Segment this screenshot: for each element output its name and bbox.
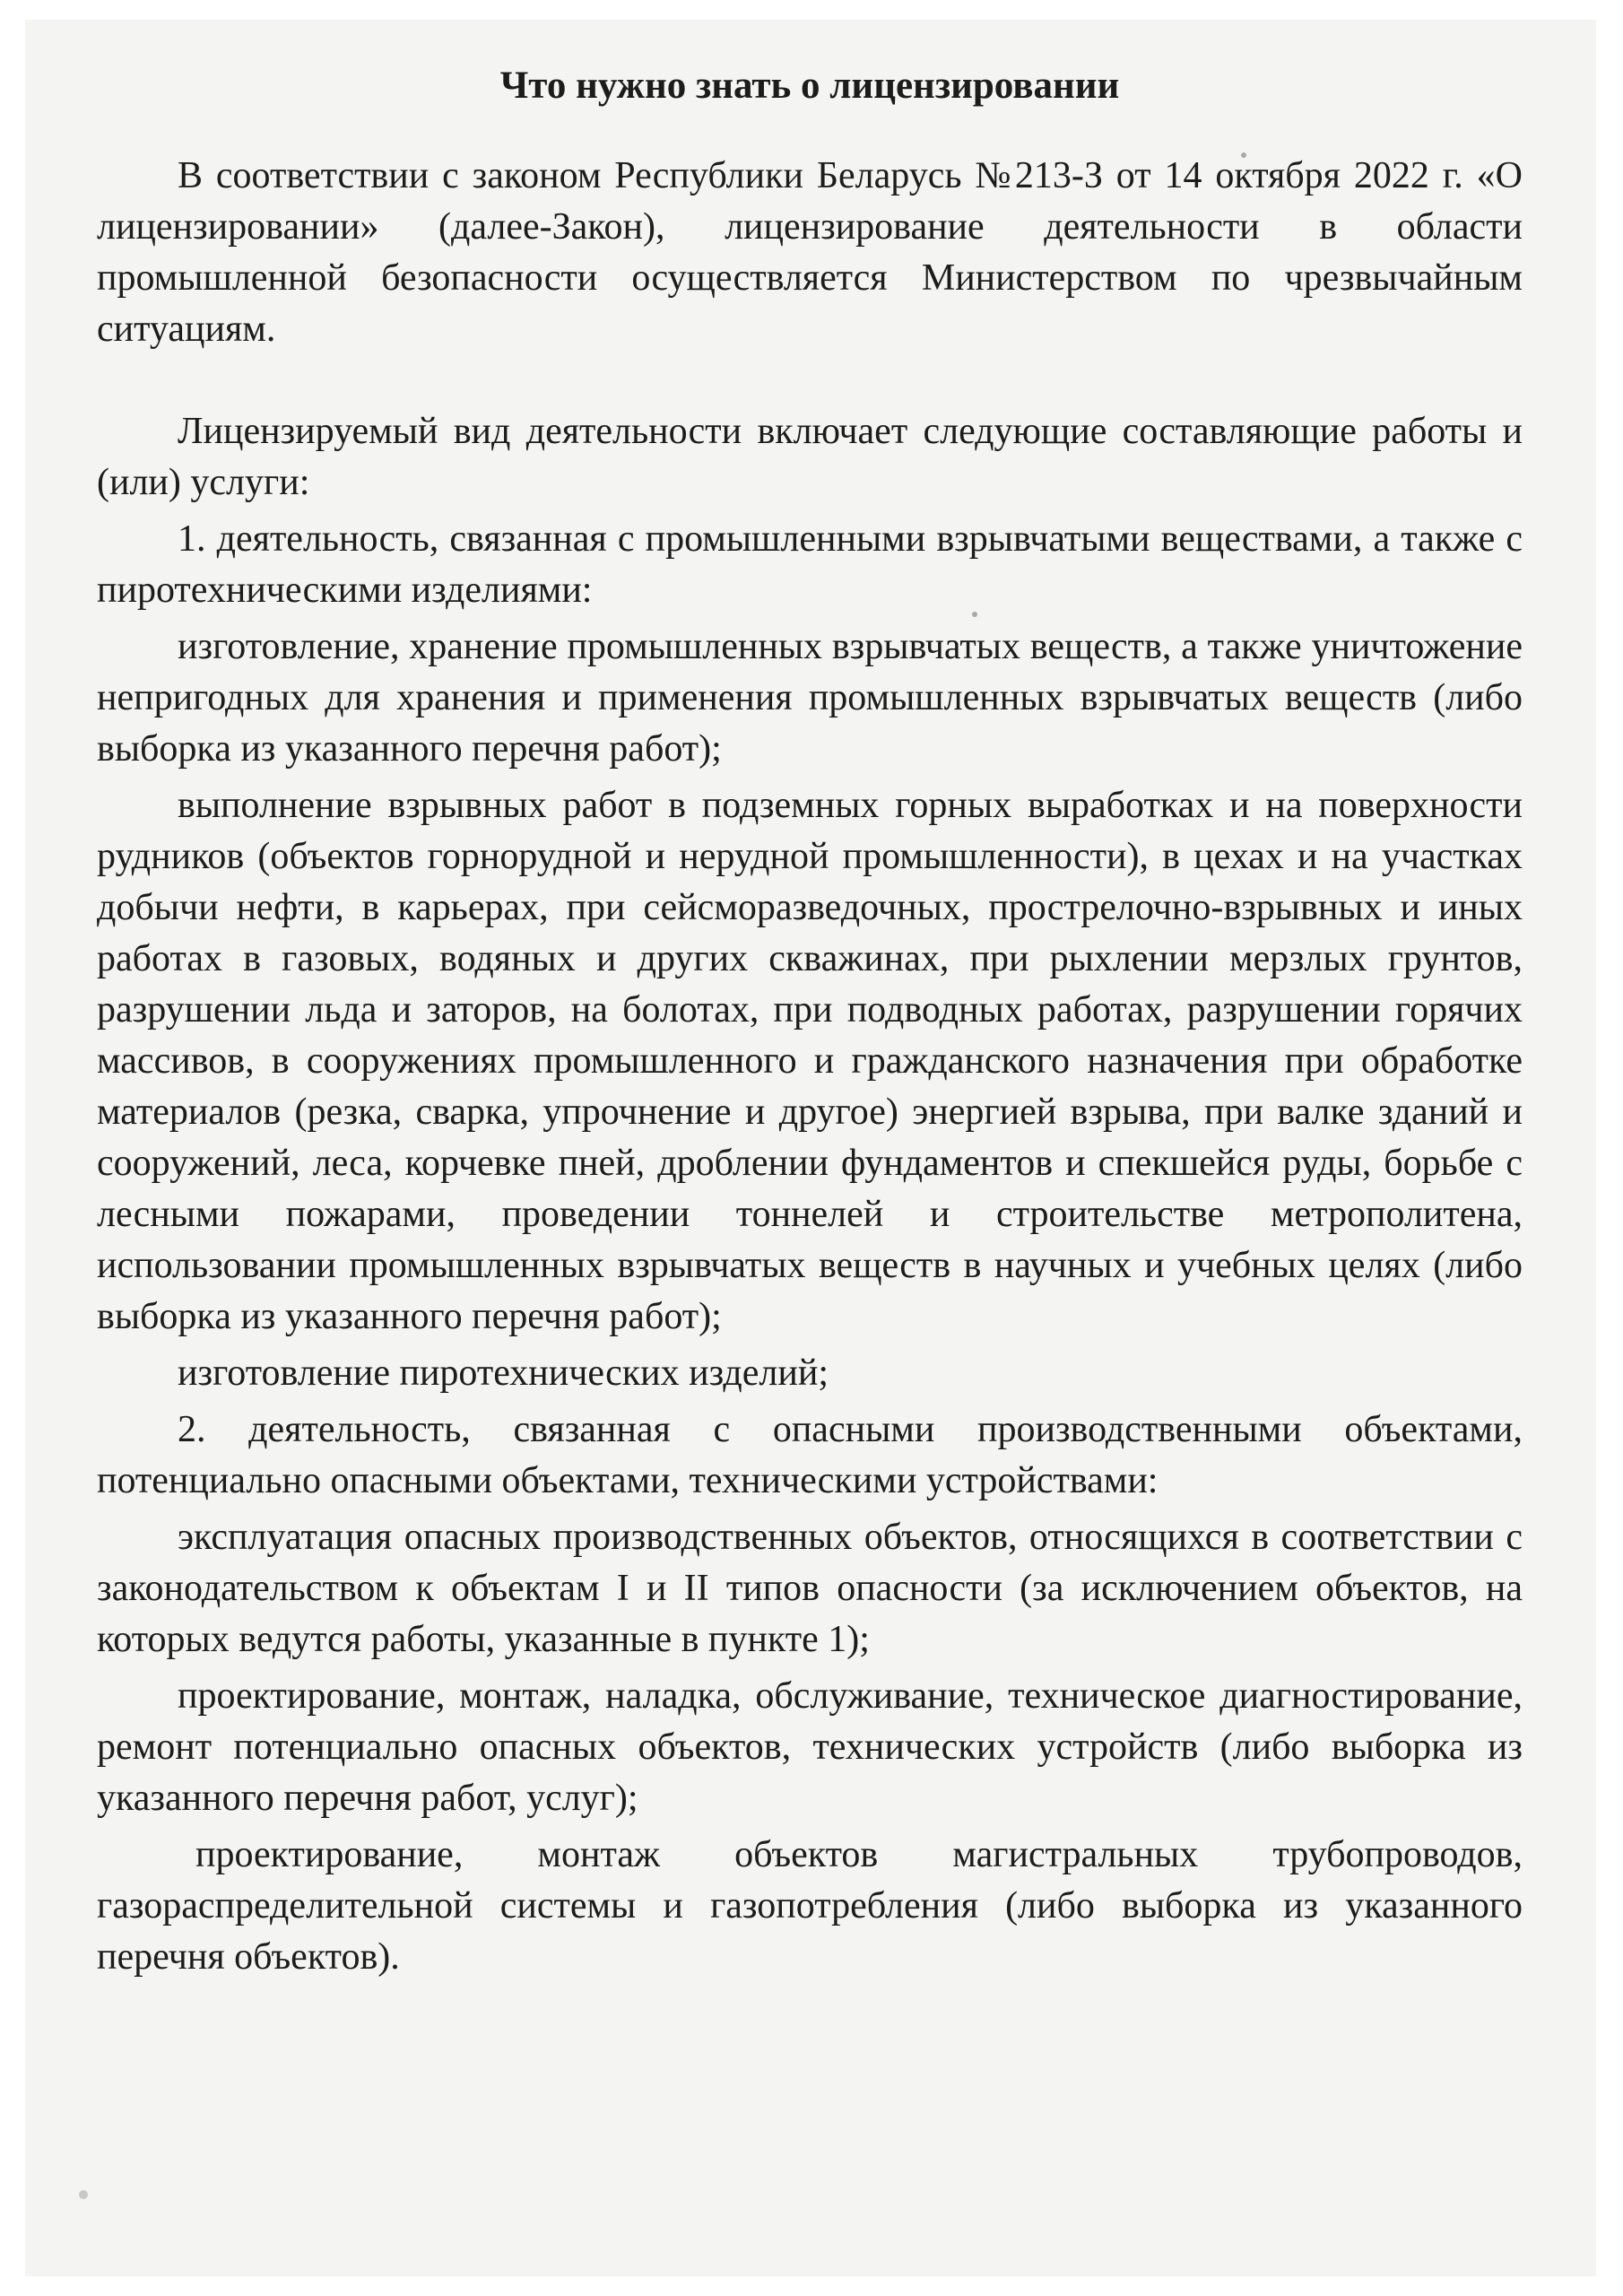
intro-paragraph: В соответствии с законом Республики Беларусь №213-З от 14 октября 2022 г. «О лицензировании» (далее-Закон), лицензирование деятельности в области промышленной безопасности осуществляется Министерством по чрезвычайным ситуациям. (97, 155, 1523, 350)
section-1-item-pyrotechnics: изготовление пиротехнических изделий; (178, 1352, 829, 1394)
scan-speck (79, 2190, 88, 2199)
section-1-item-manufacture-storage: изготовление, хранение промышленных взрывчатых веществ, а также уничтожение непригодных для хранения и применения промышленных взрывчатых веществ (либо выборка из указанного перечня работ); (97, 626, 1523, 770)
section-1-item-blasting-works: выполнение взрывных работ в подземных горных выработках и на поверхности рудников (объектов горнорудной и нерудной промышленности), в цехах и на участках добычи нефти, в карьерах, при сейсморазведочных, прострелочно-взрывных и иных работах в газовых, водяных и других скважинах, при рыхлении мерзлых грунтов, разрушении льда и заторов, на болотах, при подводных работах, разрушении горячих массивов, в сооружениях промышленного и гражданского назначения при обработке материалов (резка, сварка, упрочнение и другое) энергией взрыва, при валке зданий и сооружений, леса, корчевке пней, дроблении фундаментов и спекшейся руды, борьбе с лесными пожарами, проведении тоннелей и строительстве метрополитена, использовании промышленных взрывчатых веществ в научных и учебных целях (либо выборка из указанного перечня работ); (97, 785, 1523, 1337)
activities-intro-paragraph: Лицензируемый вид деятельности включает следующие составляющие работы и (или) услуги: (97, 411, 1523, 503)
section-2-heading: 2. деятельность, связанная с опасными производственными объектами, потенциально опасными объектами, техническими устройствами: (97, 1409, 1523, 1501)
document-body (97, 60, 1523, 1983)
document-title: Что нужно знать о лицензировании (499, 65, 1120, 107)
document-page (25, 20, 1596, 2276)
section-2-item-pipelines: проектирование, монтаж объектов магистральных трубопроводов, газораспределительной системы и газопотребления (либо выборка из указанного перечня объектов). (97, 1834, 1523, 1978)
section-1-heading: 1. деятельность, связанная с промышленными взрывчатыми веществами, а также с пиротехническими изделиями: (97, 518, 1523, 611)
section-2-item-operation: эксплуатация опасных производственных объектов, относящихся в соответствии с законодательством к объектам I и II типов опасности (за исключением объектов, на которых ведутся работы, указанные в пункте 1); (97, 1517, 1523, 1660)
section-2-item-design-maintenance: проектирование, монтаж, наладка, обслуживание, техническое диагностирование, ремонт потенциально опасных объектов, технических устройств (либо выборка из указанного перечня работ, услуг); (97, 1675, 1523, 1819)
